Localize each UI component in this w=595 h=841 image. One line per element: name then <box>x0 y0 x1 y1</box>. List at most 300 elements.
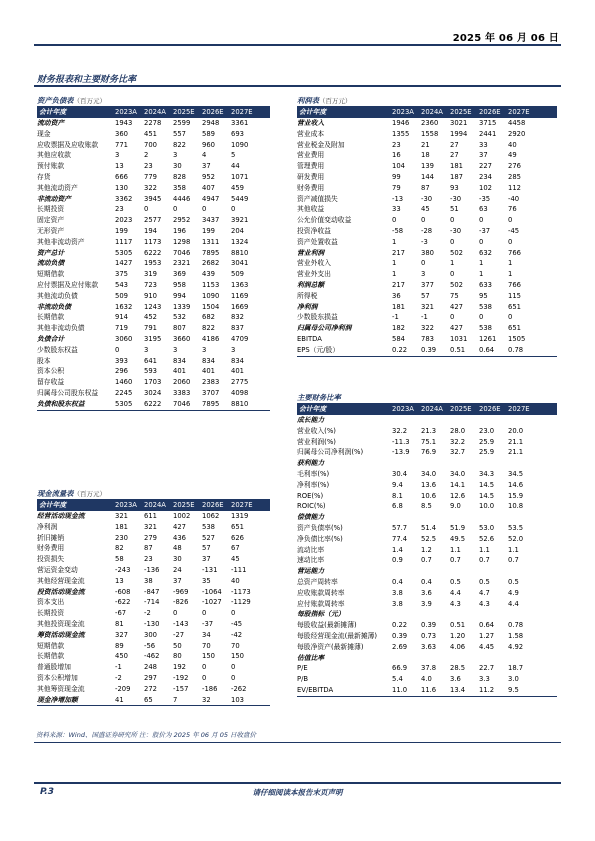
row-value: 150 <box>231 652 244 661</box>
row-value <box>392 415 421 426</box>
table-row <box>297 215 557 226</box>
table-row <box>297 129 557 140</box>
row-value: 27 <box>450 151 459 160</box>
row-value: 914 <box>115 313 128 322</box>
row-value: 15.9 <box>508 491 524 500</box>
row-value: 0 <box>202 663 207 672</box>
row-value: 0 <box>231 663 236 672</box>
row-value: 4.9 <box>508 588 519 597</box>
table-unit: （百万元） <box>73 97 106 105</box>
row-value: 192 <box>173 663 186 672</box>
row-value <box>479 653 508 664</box>
row-value: 322 <box>144 183 157 192</box>
row-value: -56 <box>144 641 156 650</box>
row-value: 23 <box>392 140 401 149</box>
row-value: 450 <box>115 652 128 661</box>
table-row <box>297 312 557 323</box>
header-year: 2027E <box>231 108 253 116</box>
row-value: 369 <box>173 270 186 279</box>
row-label: 长期借款 <box>37 313 65 322</box>
row-value: 527 <box>202 533 215 542</box>
row-value: 3.6 <box>421 588 432 597</box>
row-value: 0.39 <box>421 621 437 630</box>
row-value: 0.5 <box>508 577 519 586</box>
row-value: 37 <box>173 576 182 585</box>
row-value: 3 <box>115 151 120 160</box>
row-value: -37 <box>202 619 214 628</box>
row-label: ROIC(%) <box>297 502 326 511</box>
row-value: 0.22 <box>392 345 408 354</box>
row-value: 130 <box>115 183 128 192</box>
row-value: -157 <box>173 684 189 693</box>
row-value: 3 <box>421 270 426 279</box>
row-value: 67 <box>231 544 240 553</box>
table-unit: （百万元） <box>318 97 352 105</box>
row-value: -58 <box>392 226 404 235</box>
table-title <box>297 393 557 403</box>
row-value: 1169 <box>231 291 249 300</box>
row-label: 固定资产 <box>37 216 65 225</box>
row-value: 837 <box>231 324 244 333</box>
table-row <box>297 588 557 599</box>
income-statement-table <box>297 96 557 357</box>
row-label: 每股指标（元） <box>297 610 345 619</box>
row-label: 无形资产 <box>37 226 65 235</box>
row-value: 3945 <box>144 194 162 203</box>
row-value: 144 <box>421 172 434 181</box>
table-row <box>297 140 557 151</box>
row-value: 0 <box>421 259 426 268</box>
row-value: 1153 <box>202 280 220 289</box>
row-value: 6222 <box>144 248 162 257</box>
row-value: 16 <box>392 151 401 160</box>
header-year: 2027E <box>508 108 530 116</box>
row-value: 832 <box>231 313 244 322</box>
row-value: -1064 <box>202 587 222 596</box>
header-label: 会计年度 <box>299 108 327 116</box>
row-label: 长期投资 <box>37 609 65 618</box>
row-value: 182 <box>392 324 405 333</box>
row-value: 2060 <box>173 378 191 387</box>
row-value: 4098 <box>231 388 249 397</box>
row-value: 321 <box>144 522 157 531</box>
row-value: 1.20 <box>450 631 466 640</box>
row-value: 401 <box>231 367 244 376</box>
row-label: 其他流动负债 <box>37 291 78 300</box>
row-value: 3437 <box>202 216 220 225</box>
row-value <box>479 609 508 620</box>
table-row <box>297 620 557 631</box>
row-value: 57 <box>421 291 430 300</box>
row-label: 营运能力 <box>297 567 325 576</box>
row-value: 0.7 <box>479 556 490 565</box>
row-label: 估值比率 <box>297 653 325 662</box>
row-value: 32.2 <box>450 437 466 446</box>
row-value: 2682 <box>202 259 220 268</box>
row-value <box>392 566 421 577</box>
table-row <box>37 129 270 140</box>
table-row <box>37 587 270 598</box>
row-value: 8.5 <box>421 502 432 511</box>
row-value: 3195 <box>144 334 162 343</box>
row-value: 4.06 <box>450 642 466 651</box>
row-value: 2441 <box>479 129 497 138</box>
row-value: 24 <box>173 565 182 574</box>
row-value: 10.0 <box>479 502 495 511</box>
row-value: 8.1 <box>392 491 403 500</box>
row-value: 439 <box>202 270 215 279</box>
row-value: 14.5 <box>479 480 495 489</box>
row-value: 36 <box>392 291 401 300</box>
table-row <box>37 291 270 302</box>
table-row <box>37 662 270 673</box>
row-value: 584 <box>392 334 405 343</box>
table-row <box>297 226 557 237</box>
row-value: 30 <box>173 162 182 171</box>
row-label: 其他筹资现金流 <box>37 684 85 693</box>
row-value: 276 <box>508 162 521 171</box>
row-value: -1173 <box>231 587 251 596</box>
table-bottom-rule <box>37 705 270 706</box>
row-value: 18 <box>421 151 430 160</box>
row-value: 40 <box>231 576 240 585</box>
header-year: 2025E <box>450 108 472 116</box>
row-value: 0.78 <box>508 621 524 630</box>
row-value: 10.8 <box>508 502 524 511</box>
row-label: ROE(%) <box>297 491 324 500</box>
row-value: 0.51 <box>450 345 466 354</box>
row-value: 822 <box>202 324 215 333</box>
row-label: 流动资产 <box>37 119 65 127</box>
row-value: 14.1 <box>450 480 466 489</box>
row-value: -130 <box>144 619 160 628</box>
row-value: 87 <box>144 544 153 553</box>
table-row <box>297 545 557 556</box>
row-value: 2948 <box>202 119 220 127</box>
row-value: 4 <box>202 151 207 160</box>
row-value: 37.8 <box>421 664 437 673</box>
row-value: 380 <box>421 248 434 257</box>
row-value: 8810 <box>231 399 249 408</box>
row-value: 3 <box>173 345 178 354</box>
row-label: 成长能力 <box>297 416 325 424</box>
row-value: 9.4 <box>392 480 403 489</box>
row-label: 长期投资 <box>37 205 65 214</box>
row-value: 1002 <box>173 512 191 520</box>
row-value: 834 <box>173 356 186 365</box>
row-value: 538 <box>202 522 215 531</box>
row-value: 0 <box>202 673 207 682</box>
row-value: 1.1 <box>508 545 519 554</box>
row-value: 0 <box>450 216 455 225</box>
row-value: -1129 <box>231 598 251 607</box>
row-label: 流动负债 <box>37 259 65 268</box>
row-value: 30.4 <box>392 469 408 478</box>
row-value: 1173 <box>144 237 162 246</box>
row-value: 2383 <box>202 378 220 387</box>
row-value: 1071 <box>231 172 249 181</box>
row-label: 营业外支出 <box>297 270 331 279</box>
table-row <box>297 491 557 502</box>
table-row <box>37 204 270 215</box>
header-year: 2027E <box>231 501 253 509</box>
table-row <box>37 302 270 313</box>
row-label: 投资净收益 <box>297 226 331 235</box>
row-label: 毛利率(%) <box>297 469 330 478</box>
row-value: 115 <box>508 291 521 300</box>
row-label: 归属母公司净利润(%) <box>297 448 364 457</box>
section-title: 财务报表和主要财务比率 <box>37 75 137 85</box>
table-row <box>37 641 270 652</box>
row-value: 1.2 <box>421 545 432 554</box>
row-value <box>421 512 450 523</box>
row-value: 0.7 <box>421 556 432 565</box>
row-value: -136 <box>144 565 160 574</box>
row-value: -11.3 <box>392 437 410 446</box>
row-value: 11.2 <box>479 685 495 694</box>
row-value: 632 <box>479 248 492 257</box>
table-row <box>37 684 270 695</box>
row-value: 70 <box>202 641 211 650</box>
row-value: 451 <box>144 129 157 138</box>
header-year: 2024A <box>144 108 166 116</box>
row-value: 319 <box>144 270 157 279</box>
row-value: 52.6 <box>479 534 495 543</box>
row-value: 23 <box>144 162 153 171</box>
row-value: 994 <box>173 291 186 300</box>
row-value: 0 <box>144 205 149 214</box>
row-value: 34.0 <box>450 469 466 478</box>
table-row <box>297 534 557 545</box>
row-value: 543 <box>115 280 128 289</box>
row-label: 资产处置收益 <box>297 237 338 246</box>
row-value: -714 <box>144 598 160 607</box>
row-value: 14.6 <box>508 480 524 489</box>
row-value: 66.9 <box>392 664 408 673</box>
row-value: 0.7 <box>450 556 461 565</box>
table-row <box>37 388 270 399</box>
table-row <box>297 437 557 448</box>
row-value <box>479 566 508 577</box>
row-value: 0 <box>231 673 236 682</box>
row-value: 557 <box>173 129 186 138</box>
row-value: 1669 <box>231 302 249 311</box>
row-value: 51 <box>450 205 459 214</box>
row-value: 1943 <box>115 119 133 127</box>
row-value: 2920 <box>508 129 526 138</box>
row-value: 3.8 <box>392 599 403 608</box>
row-value: 1 <box>450 259 455 268</box>
row-value: 80 <box>173 652 182 661</box>
row-value: -42 <box>231 630 243 639</box>
table-row <box>37 511 270 522</box>
row-value: 0.5 <box>450 577 461 586</box>
row-value: 502 <box>450 280 463 289</box>
footer-rule <box>34 782 561 784</box>
row-value: 199 <box>115 226 128 235</box>
row-value: 6222 <box>144 399 162 408</box>
row-label: 资本公积增加 <box>37 673 78 682</box>
row-value: 70 <box>231 641 240 650</box>
row-label: 其他应收款 <box>37 151 71 160</box>
row-value: 3.6 <box>450 675 461 684</box>
row-value: 32.7 <box>450 448 466 457</box>
header-year: 2026E <box>479 405 501 413</box>
row-value: 7046 <box>173 399 191 408</box>
row-value: 641 <box>144 356 157 365</box>
row-value: 10.6 <box>421 491 437 500</box>
row-value: 0.5 <box>479 577 490 586</box>
row-value: 2278 <box>144 119 162 127</box>
row-value: 230 <box>115 533 128 542</box>
row-value: 807 <box>173 324 186 333</box>
row-value: 248 <box>144 663 157 672</box>
row-value: -192 <box>173 673 189 682</box>
row-value: 50 <box>173 641 182 650</box>
row-label: 现金净增加额 <box>37 695 78 704</box>
row-label: 总资产周转率 <box>297 577 338 586</box>
table-row <box>37 576 270 587</box>
row-value: -67 <box>115 609 127 618</box>
row-label: 净利润 <box>37 522 58 531</box>
row-label: 其他流动资产 <box>37 183 78 192</box>
table-row <box>297 118 557 129</box>
row-value: 1090 <box>231 140 249 149</box>
row-value: 89 <box>115 641 124 650</box>
row-value <box>508 566 537 577</box>
row-value: 4.3 <box>479 599 490 608</box>
row-value: 45 <box>421 205 430 214</box>
row-value: 48 <box>173 544 182 553</box>
row-value: 79 <box>392 183 401 192</box>
row-value: 0 <box>231 205 236 214</box>
row-value: 407 <box>202 183 215 192</box>
table-row <box>297 566 557 577</box>
row-value: 1 <box>392 259 397 268</box>
row-label: 少数股东权益 <box>37 345 78 354</box>
row-value: 0 <box>508 313 513 322</box>
table-row <box>37 312 270 323</box>
row-value: 51.4 <box>421 523 437 532</box>
table-row <box>37 323 270 334</box>
row-value: -209 <box>115 684 131 693</box>
row-value: 666 <box>115 172 128 181</box>
row-value: 13.6 <box>421 480 437 489</box>
row-value: 4709 <box>231 334 249 343</box>
row-label: 非流动负债 <box>37 302 71 311</box>
row-value: -826 <box>173 598 189 607</box>
row-label: 股本 <box>37 356 51 365</box>
row-value: 297 <box>144 673 157 682</box>
row-value: 1703 <box>144 378 162 387</box>
row-value: -27 <box>173 630 185 639</box>
row-value <box>508 415 537 426</box>
row-label: 获利能力 <box>297 459 325 468</box>
row-value: -3 <box>421 237 428 246</box>
row-value: 40 <box>508 140 517 149</box>
row-value: 0.4 <box>421 577 432 586</box>
row-value: 76.9 <box>421 448 437 457</box>
row-value: -30 <box>421 194 433 203</box>
row-value: 300 <box>144 630 157 639</box>
table-row <box>37 597 270 608</box>
row-label: 营业费用 <box>297 151 325 160</box>
row-value: 285 <box>508 172 521 181</box>
ratios-table <box>297 393 557 697</box>
row-value: 7046 <box>173 248 191 257</box>
row-value: -1 <box>115 663 122 672</box>
row-value: 0 <box>479 216 484 225</box>
row-value <box>421 458 450 469</box>
row-value: 1243 <box>144 302 162 311</box>
row-label: 应收账款周转率 <box>297 588 345 597</box>
row-value <box>392 653 421 664</box>
table-row <box>37 194 270 205</box>
row-value: 103 <box>231 695 244 704</box>
row-value: 21.3 <box>421 426 437 435</box>
row-value: 204 <box>231 226 244 235</box>
row-value: 791 <box>144 324 157 333</box>
row-value: 719 <box>115 324 128 333</box>
row-value: 327 <box>115 630 128 639</box>
row-label: 折旧摊销 <box>37 533 65 542</box>
cash-flow-table <box>37 489 270 706</box>
table-row <box>37 237 270 248</box>
row-value: 199 <box>202 226 215 235</box>
header-year: 2026E <box>202 501 224 509</box>
row-value: 1261 <box>479 334 497 343</box>
row-value: 4.0 <box>421 675 432 684</box>
row-value: 2245 <box>115 388 133 397</box>
table-row <box>37 226 270 237</box>
row-value: -1 <box>421 313 428 322</box>
row-value: 3 <box>231 345 236 354</box>
row-value: -35 <box>479 194 491 203</box>
row-label: 应付票据及应付账款 <box>37 280 99 289</box>
header-year: 2023A <box>392 108 414 116</box>
row-value: 779 <box>144 172 157 181</box>
table-row <box>297 161 557 172</box>
row-value: 401 <box>173 367 186 376</box>
table-row <box>297 248 557 259</box>
row-value: 1062 <box>202 512 220 520</box>
row-label: 短期借款 <box>37 641 65 650</box>
row-value: 194 <box>144 226 157 235</box>
table-row <box>297 685 557 696</box>
row-value: 1311 <box>202 237 220 246</box>
row-value: 358 <box>173 183 186 192</box>
row-value <box>392 458 421 469</box>
row-value: -13.9 <box>392 448 410 457</box>
row-value: 52.0 <box>508 534 524 543</box>
row-value: 377 <box>421 280 434 289</box>
row-value: 3 <box>173 151 178 160</box>
row-label: 其他投资现金流 <box>37 619 85 628</box>
row-value: 104 <box>392 162 405 171</box>
table-row <box>297 426 557 437</box>
header-year: 2025E <box>450 405 472 413</box>
row-value: 828 <box>173 172 186 181</box>
row-value: 509 <box>115 291 128 300</box>
row-value <box>421 415 450 426</box>
table-row <box>297 631 557 642</box>
row-value: 3921 <box>231 216 249 225</box>
row-value: 452 <box>144 313 157 322</box>
row-label: 营业利润(%) <box>297 437 336 446</box>
row-value: 2 <box>144 151 149 160</box>
row-value: 187 <box>450 172 463 181</box>
row-label: 财务费用 <box>37 544 65 553</box>
